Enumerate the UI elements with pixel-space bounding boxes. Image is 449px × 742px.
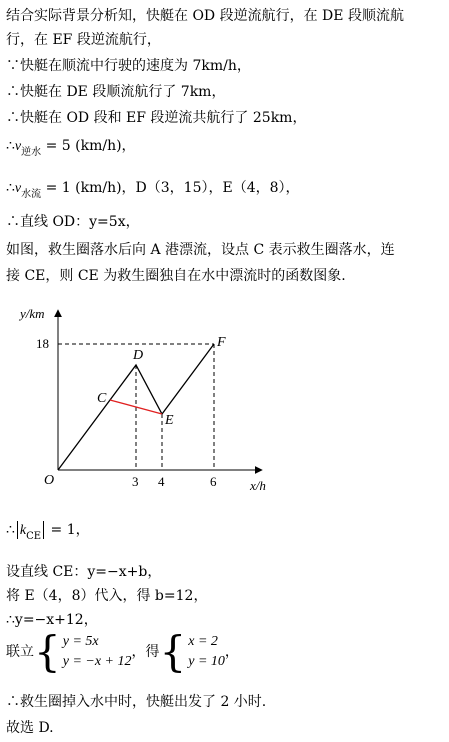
point-label-e: E xyxy=(165,413,174,428)
x-tick-label: 3 xyxy=(132,474,139,489)
origin-label: O xyxy=(44,473,55,488)
therefore-symbol: ∴ xyxy=(6,180,15,196)
text-line-2: 行，在 EF 段逆流航行， xyxy=(6,32,161,48)
text-line-12: 设直线 CE：y=−x+b， xyxy=(6,564,162,580)
text-line-5: ∴快艇在 OD 段和 EF 段逆流共航行了 25km， xyxy=(6,110,307,126)
equation-1b: y = −x + 12 xyxy=(62,654,132,669)
text-line-8: ∴直线 OD：y=5x， xyxy=(6,214,140,230)
point-label-c: C xyxy=(97,391,107,406)
system-prefix: 联立 xyxy=(6,644,34,660)
equation-system-2 xyxy=(188,632,225,672)
text-line-9: 如图，救生圈落水后向 A 港漂流，设点 C 表示救生圈落水，连 xyxy=(6,242,395,258)
abs-bar-left xyxy=(17,521,18,539)
system-middle: ，得 xyxy=(131,644,160,660)
text-line-16: ∴救生圈掉入水中时，快艇出发了 2 小时. xyxy=(6,694,267,710)
y-axis-label: y/km xyxy=(20,306,45,321)
slope-value: = 1， xyxy=(46,522,90,538)
left-brace-icon: { xyxy=(159,627,187,676)
text-line-7 xyxy=(6,178,300,200)
velocity-symbol: v xyxy=(14,181,22,196)
abs-bar-right xyxy=(43,521,44,539)
point-label-d: D xyxy=(133,348,144,363)
text-line-6 xyxy=(6,136,136,158)
text-line-1: 结合实际背景分析知，快艇在 OD 段逆流航行，在 DE 段顺流航 xyxy=(6,8,404,24)
text-line-13: 将 E（4，8）代入，得 b=12， xyxy=(6,588,208,604)
velocity-symbol: v xyxy=(14,139,22,154)
equation-2b: y = 10 xyxy=(188,654,225,669)
x-tick-label: 4 xyxy=(158,474,165,489)
text-line-11 xyxy=(6,520,90,542)
velocity-value: = 5 (km/h)， xyxy=(41,138,136,154)
text-line-10: 接 CE，则 CE 为救生圈独自在水中漂流时的函数图象. xyxy=(6,268,346,284)
velocity-subscript: 逆水 xyxy=(21,147,42,158)
x-tick-label: 6 xyxy=(210,474,217,489)
therefore-symbol: ∴ xyxy=(6,522,15,538)
left-brace-icon: { xyxy=(34,627,61,676)
velocity-value: = 1 (km/h)，D（3，15），E（4，8）， xyxy=(41,180,300,196)
point-label-f: F xyxy=(217,335,226,350)
y-tick-label: 18 xyxy=(36,336,49,351)
equation-system-1 xyxy=(63,632,132,672)
equation-1a: y = 5x xyxy=(62,634,99,649)
x-axis-label: x/h xyxy=(250,478,266,493)
text-line-3: ∵快艇在顺流中行驶的速度为 7km/h， xyxy=(6,58,251,74)
system-end: ， xyxy=(224,644,239,660)
equation-2a: x = 2 xyxy=(188,634,218,649)
slope-symbol: k xyxy=(19,523,27,538)
function-graph xyxy=(0,300,449,500)
text-line-17: 故选 D. xyxy=(6,720,54,736)
slope-subscript: CE xyxy=(26,531,42,542)
chart-labels xyxy=(36,335,226,489)
text-line-4: ∴快艇在 DE 段顺流航行了 7km， xyxy=(6,84,226,100)
therefore-symbol: ∴ xyxy=(6,138,15,154)
velocity-subscript: 水流 xyxy=(21,189,42,200)
text-line-14: ∴y=−x+12， xyxy=(6,612,98,628)
text-line-15 xyxy=(6,627,239,676)
